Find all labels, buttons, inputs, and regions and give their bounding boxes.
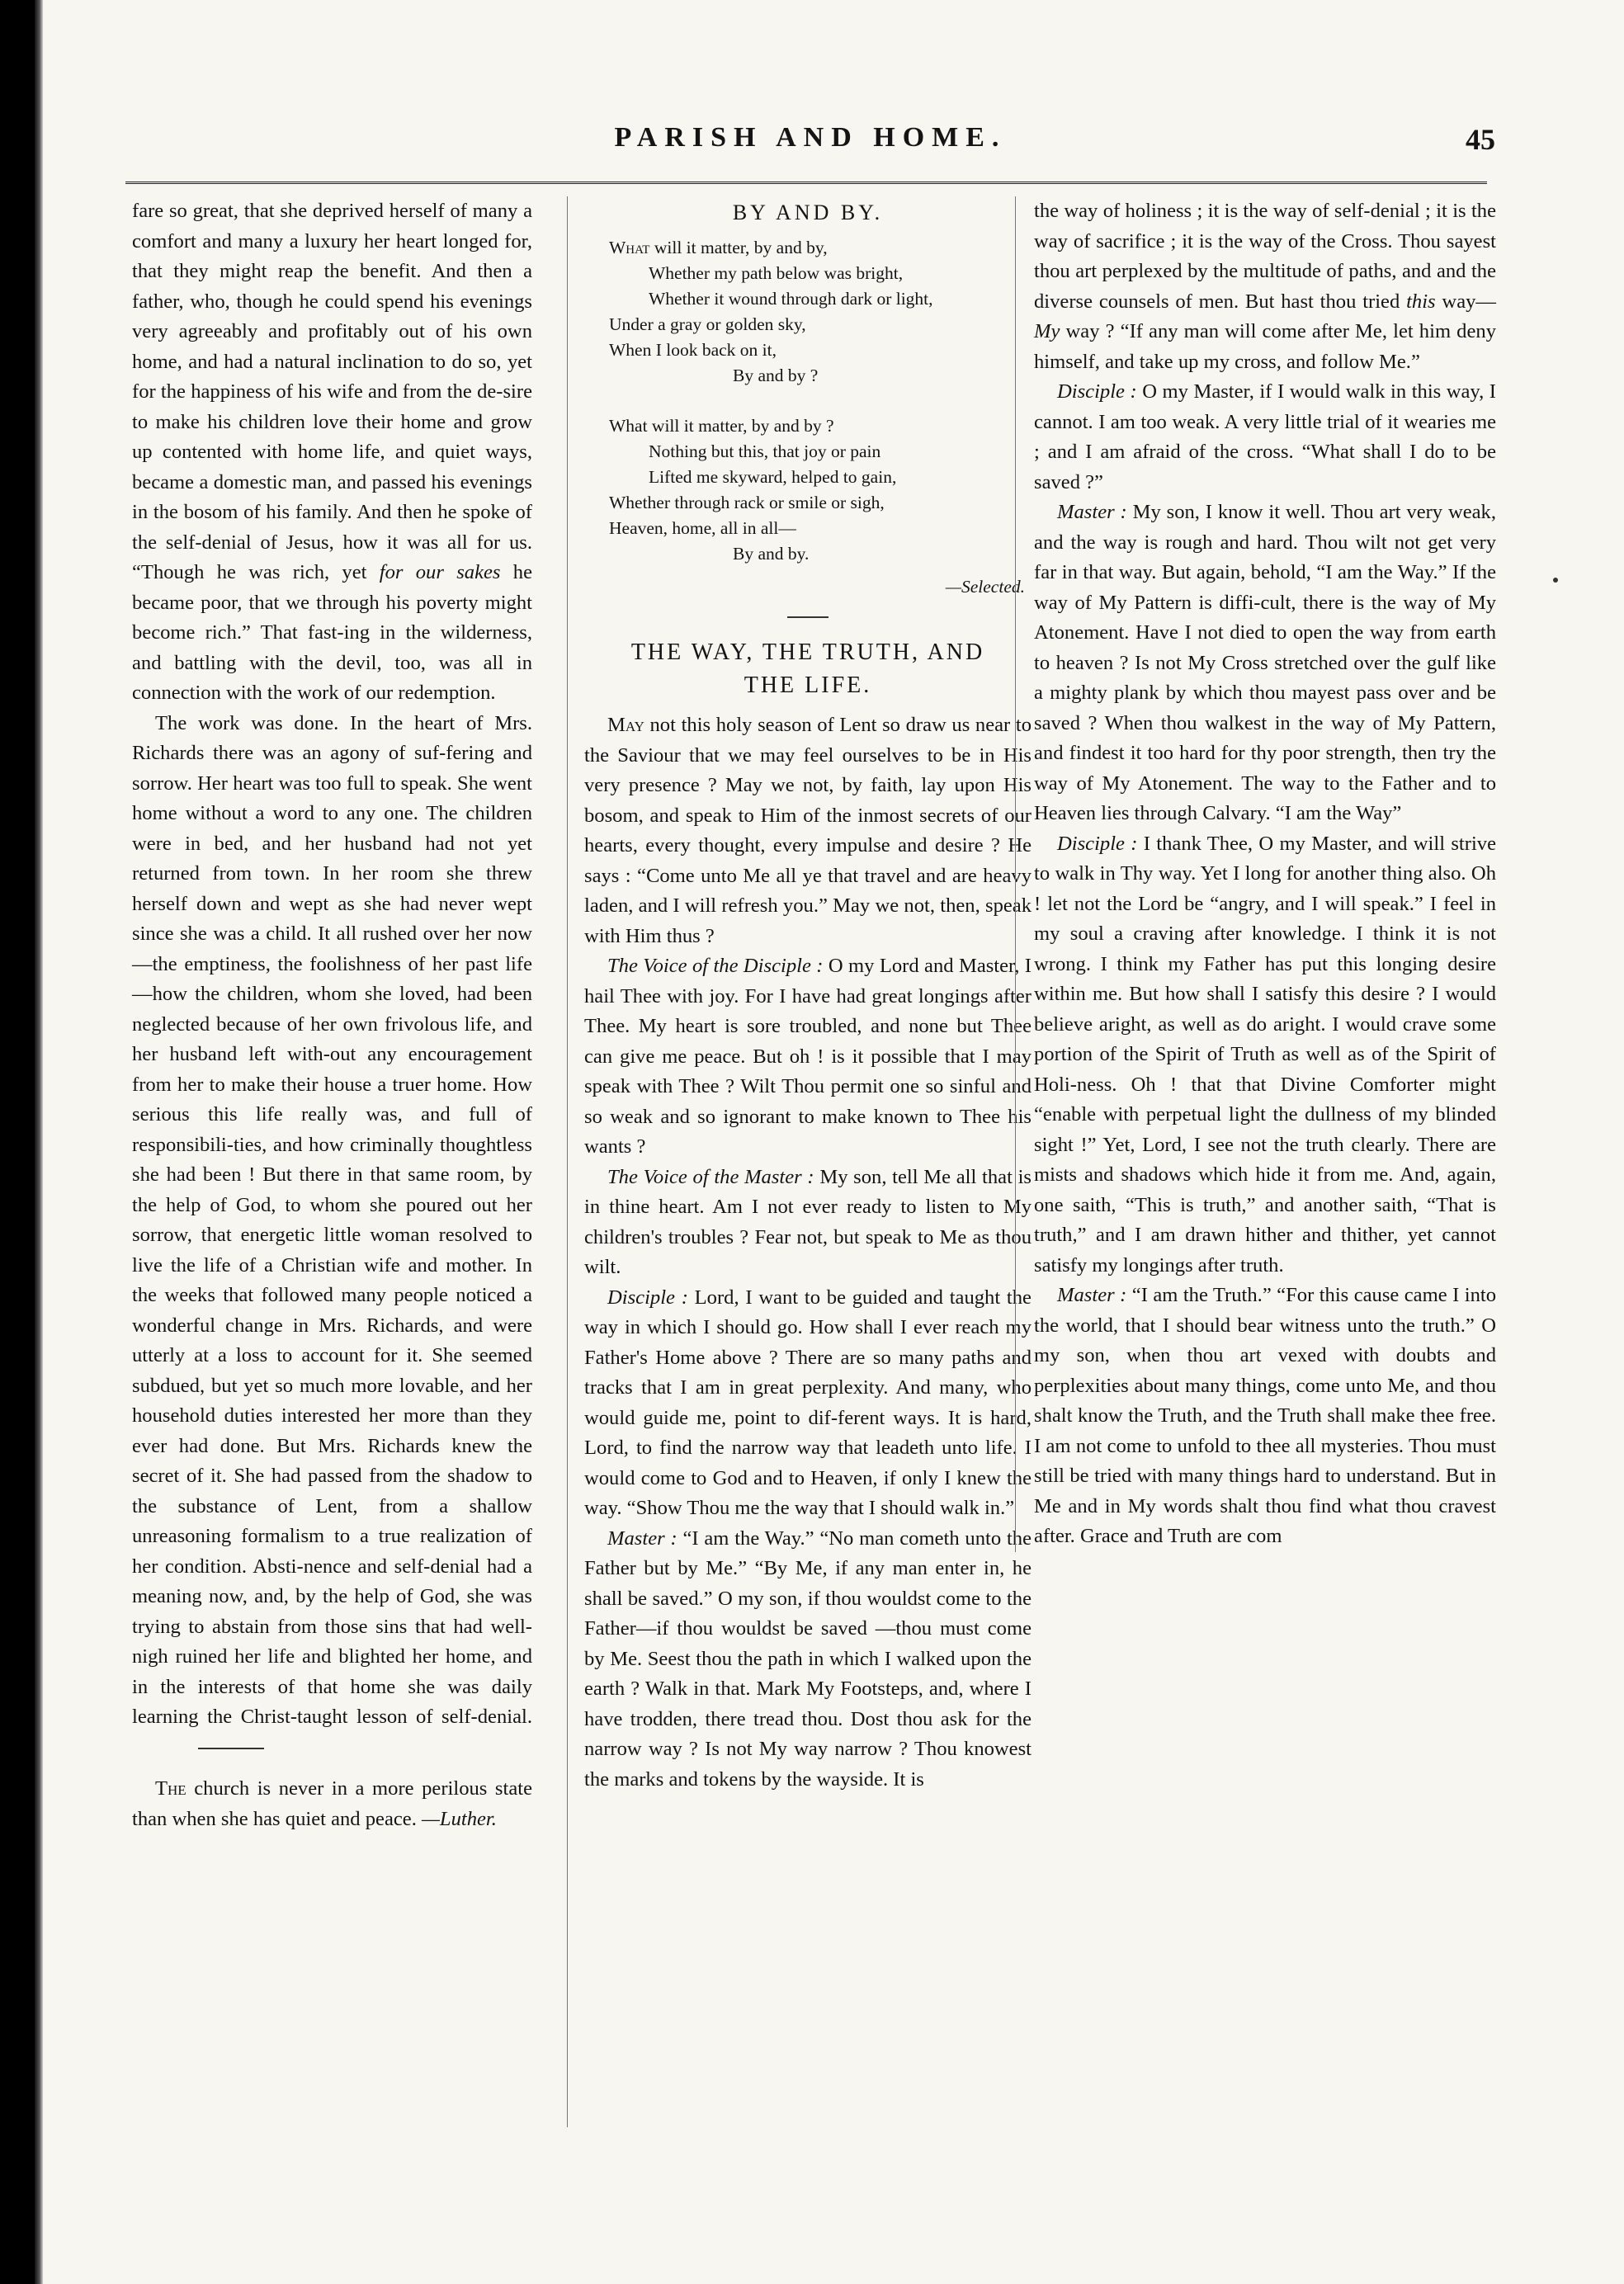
section-divider bbox=[198, 1748, 264, 1749]
col1-paragraph-1: fare so great, that she deprived herself of many a comfort and many a luxury her heart longed for, that they might reap the benefit. And then a father, who, though he could spend his evenings very agreeably and profitably out of his own home, and had a natural inclination to do so, yet for the happiness of his wife and from the de-sire to make his children love their home and grow up contented with home life, and quiet ways, became a domestic man, and passed his evenings in the bosom of his family. And then he spoke of the self-denial of Jesus, how it was all for us. “Though he was rich, yet for our sakes he became poor, that we through his poverty might become rich.” That fast-ing in the wilderness, and battling with the devil, too, was all in connection with the work of our redemption. bbox=[132, 200, 532, 704]
speaker-label: Master : bbox=[607, 1527, 677, 1550]
speaker-label: Master : bbox=[1057, 1284, 1127, 1306]
col1-paragraph-3: The church is never in a more perilous state than when she has quiet and peace. —Luther. bbox=[132, 1777, 532, 1830]
article-paragraph: Master : “I am the Truth.” “For this cause came I into the world, that I should bear witness unto the truth.” O my son, when thou art vexed with doubts and perplexities about many things, come unto Me, and thou shalt know the Truth, and the Truth shall make thee free. I am not come to unfold to thee all mysteries. Thou must still be tried with many things hard to understand. But in Me and in My words shalt thou find what thou cravest after. Grace and Truth are com bbox=[1034, 1284, 1497, 1547]
column-3 bbox=[1015, 196, 1496, 1552]
speaker-label: The Voice of the Master : bbox=[607, 1165, 814, 1188]
poem-line: Whether it wound through dark or light, bbox=[649, 288, 933, 309]
article-paragraph: The Voice of the Disciple : O my Lord and Master, I hail Thee with joy. For I have had great longings after Thee. My heart is sore troubled, and none but Thee can give me peace. But oh ! is it possible that I may speak with Thee ? Wilt Thou permit one so sinful and so weak and so ignorant to make known to Thee his wants ? bbox=[584, 955, 1032, 1158]
article-paragraph: The Voice of the Master : My son, tell Me all that is in thine heart. Am I not ever ready to listen to My children's troubles ? Fear not, but speak to Me as thou wilt. bbox=[584, 1165, 1032, 1278]
column-2 bbox=[584, 196, 1032, 1795]
poem-line: What will it matter, by and by, bbox=[609, 237, 828, 257]
speaker-label: Disciple : bbox=[1057, 380, 1137, 403]
speaker-label: Disciple : bbox=[607, 1286, 688, 1309]
newspaper-page bbox=[35, 0, 1624, 2284]
col1-paragraph-2: The work was done. In the heart of Mrs. Richards there was an agony of suf-fering and sorrow. Her heart was too full to speak. She went home without a word to any one. The children were in bed, and her husband had not yet returned from town. In her room she threw herself down and wept as she had never wept since she was a child. It all rushed over her now—the emptiness, the foolishness of her past life—how the children, whom she loved, had been neglected because of her own frivolous life, and her husband left with-out any encouragement from her to make their house a truer home. How serious this life really was, and full of responsibili-ties, and how criminally thoughtless she had been ! But there in that same room, by the help of God, to whom she poured out her sorrow, that energetic little woman resolved to live the life of a Christian wife and mother. In the weeks that followed many people noticed a wonderful change in Mrs. Richards, and were utterly at a loss to account for it. She seemed subdued, but yet so much more lovable, and her household duties interested her more than they ever had done. But Mrs. Richards knew the secret of it. She had passed from the shadow to the substance of Lent, from a shallow unreasoning formalism to a true realization of her condition. Absti-nence and self-denial had a meaning now, and, by the help of God, she was trying to abstain from those sins that had well-nigh ruined her life and blighted her home, and in the interests of that home she was daily learning the Christ-taught lesson of self-denial. bbox=[132, 709, 532, 1763]
article-paragraph: Disciple : Lord, I want to be guided and taught the way in which I should go. How shall I ever reach my Father's Home above ? There are so many paths and tracks that I am in great perplexity. And many, who would guide me, point to dif-ferent ways. It is hard, Lord, to find the narrow way that leadeth unto life. I would come to God and to Heaven, if only I knew the way. “Show Thou me the way that I should walk in.” bbox=[584, 1286, 1032, 1519]
page-binding-edge bbox=[35, 0, 43, 2284]
column-1 bbox=[132, 196, 532, 1834]
article-title: THE WAY, THE TRUTH, AND THE LIFE. bbox=[630, 639, 985, 698]
header-rule bbox=[125, 182, 1487, 184]
poem-line: Under a gray or golden sky, bbox=[609, 314, 806, 334]
poem-line: Heaven, home, all in all— bbox=[609, 517, 796, 538]
poem-attribution: —Selected. bbox=[945, 576, 1025, 597]
poem-line: Whether through rack or smile or sigh, bbox=[609, 492, 885, 512]
section-divider bbox=[787, 616, 829, 618]
poem-line: By and by ? bbox=[733, 365, 819, 385]
poem-body bbox=[609, 235, 1032, 567]
poem-line: Whether my path below was bright, bbox=[649, 262, 904, 283]
poem-line: By and by. bbox=[733, 543, 810, 564]
col1-emphasis: for our sakes bbox=[379, 561, 501, 583]
speaker-label: Master : bbox=[1057, 501, 1127, 523]
publication-title: PARISH AND HOME. bbox=[614, 122, 1007, 153]
article-paragraph: Master : “I am the Way.” “No man cometh unto the Father but by Me.” “By Me, if any man enter in, he shall be saved.” O my son, if thou wouldst come to the Father—if thou wouldst be saved —thou must come by Me. Seest thou the path in which I walked upon the earth ? Walk in that. Mark My Footsteps, and, where I have trodden, there tread thou. Dost thou ask for the narrow way ? Is not My way narrow ? Thou knowest the marks and tokens by the wayside. It is bbox=[584, 1527, 1032, 1791]
poem-line: Nothing but this, that joy or pain bbox=[649, 441, 881, 461]
page-number: 45 bbox=[1466, 123, 1495, 156]
article-paragraph: May not this holy season of Lent so draw us near to the Saviour that we may feel ourselves to be in His very presence ? May we not, by faith, lay upon His bosom, and speak to Him of the inmost secrets of our hearts, every thought, every impulse and desire ? He says : “Come unto Me all ye that travel and are heavy laden, and I will refresh you.” May we not, then, speak with Him thus ? bbox=[584, 714, 1032, 947]
article-paragraph: Disciple : I thank Thee, O my Master, and will strive to walk in Thy way. Yet I long for another thing also. Oh ! let not the Lord be “angry, and I will speak.” I feel in my soul a craving after knowledge. I think it is not wrong. I think my Father has put this longing desire within me. But how shall I satisfy this desire ? I would believe aright, as well as do aright. I would crave some portion of the Spirit of Truth as well as of the Spirit of Holi-ness. Oh ! that that Divine Comforter might “enable with perpetual light the dullness of my blinded sight !” Yet, Lord, I see not the truth clearly. There are mists and shadows which hide it from me. And, again, one saith, “This is truth,” and another saith, “That is truth,” and I am drawn hither and thither, yet cannot satisfy my longings after truth. bbox=[1034, 832, 1496, 1276]
poem-line: Lifted me skyward, helped to gain, bbox=[649, 466, 897, 487]
ink-speck bbox=[1553, 578, 1558, 583]
poem-title: BY AND BY. bbox=[732, 201, 884, 224]
poem-line: When I look back on it, bbox=[609, 339, 777, 360]
speaker-label: The Voice of the Disciple : bbox=[607, 955, 824, 977]
poem-line: What will it matter, by and by ? bbox=[609, 415, 834, 436]
page-header bbox=[134, 122, 1495, 180]
speaker-label: Disciple : bbox=[1057, 832, 1138, 855]
article-paragraph: Disciple : O my Master, if I would walk in this way, I cannot. I am too weak. A very little trial of it wearies me ; and I am afraid of the cross. “What shall I do to be saved ?” bbox=[1034, 380, 1496, 493]
article-paragraph: the way of holiness ; it is the way of self-denial ; it is the way of sacrifice ; it is the way of the Cross. Thou sayest thou art perplexed by the multitude of paths, and and the diverse counsels of men. But hast thou tried this way—My way ? “If any man will come after Me, let him deny himself, and take up my cross, and follow Me.” bbox=[1034, 200, 1496, 373]
quote-attribution: —Luther. bbox=[422, 1807, 497, 1830]
article-paragraph: Master : My son, I know it well. Thou art very weak, and the way is rough and hard. Thou wilt not get very far in that way. But again, behold, “I am the Way.” If the way of My Pattern is diffi-cult, there is the way of My Atonement. Have I not died to open the way from earth to heaven ? Is not My Cross stretched over the gulf like a mighty plank by which thou mayest pass over and be saved ? When thou walkest in the way of My Pattern, and findest it too hard for thy poor strength, then try the way of My Atonement. The way to the Father and to Heaven lies through Calvary. “I am the Way” bbox=[1034, 501, 1496, 824]
